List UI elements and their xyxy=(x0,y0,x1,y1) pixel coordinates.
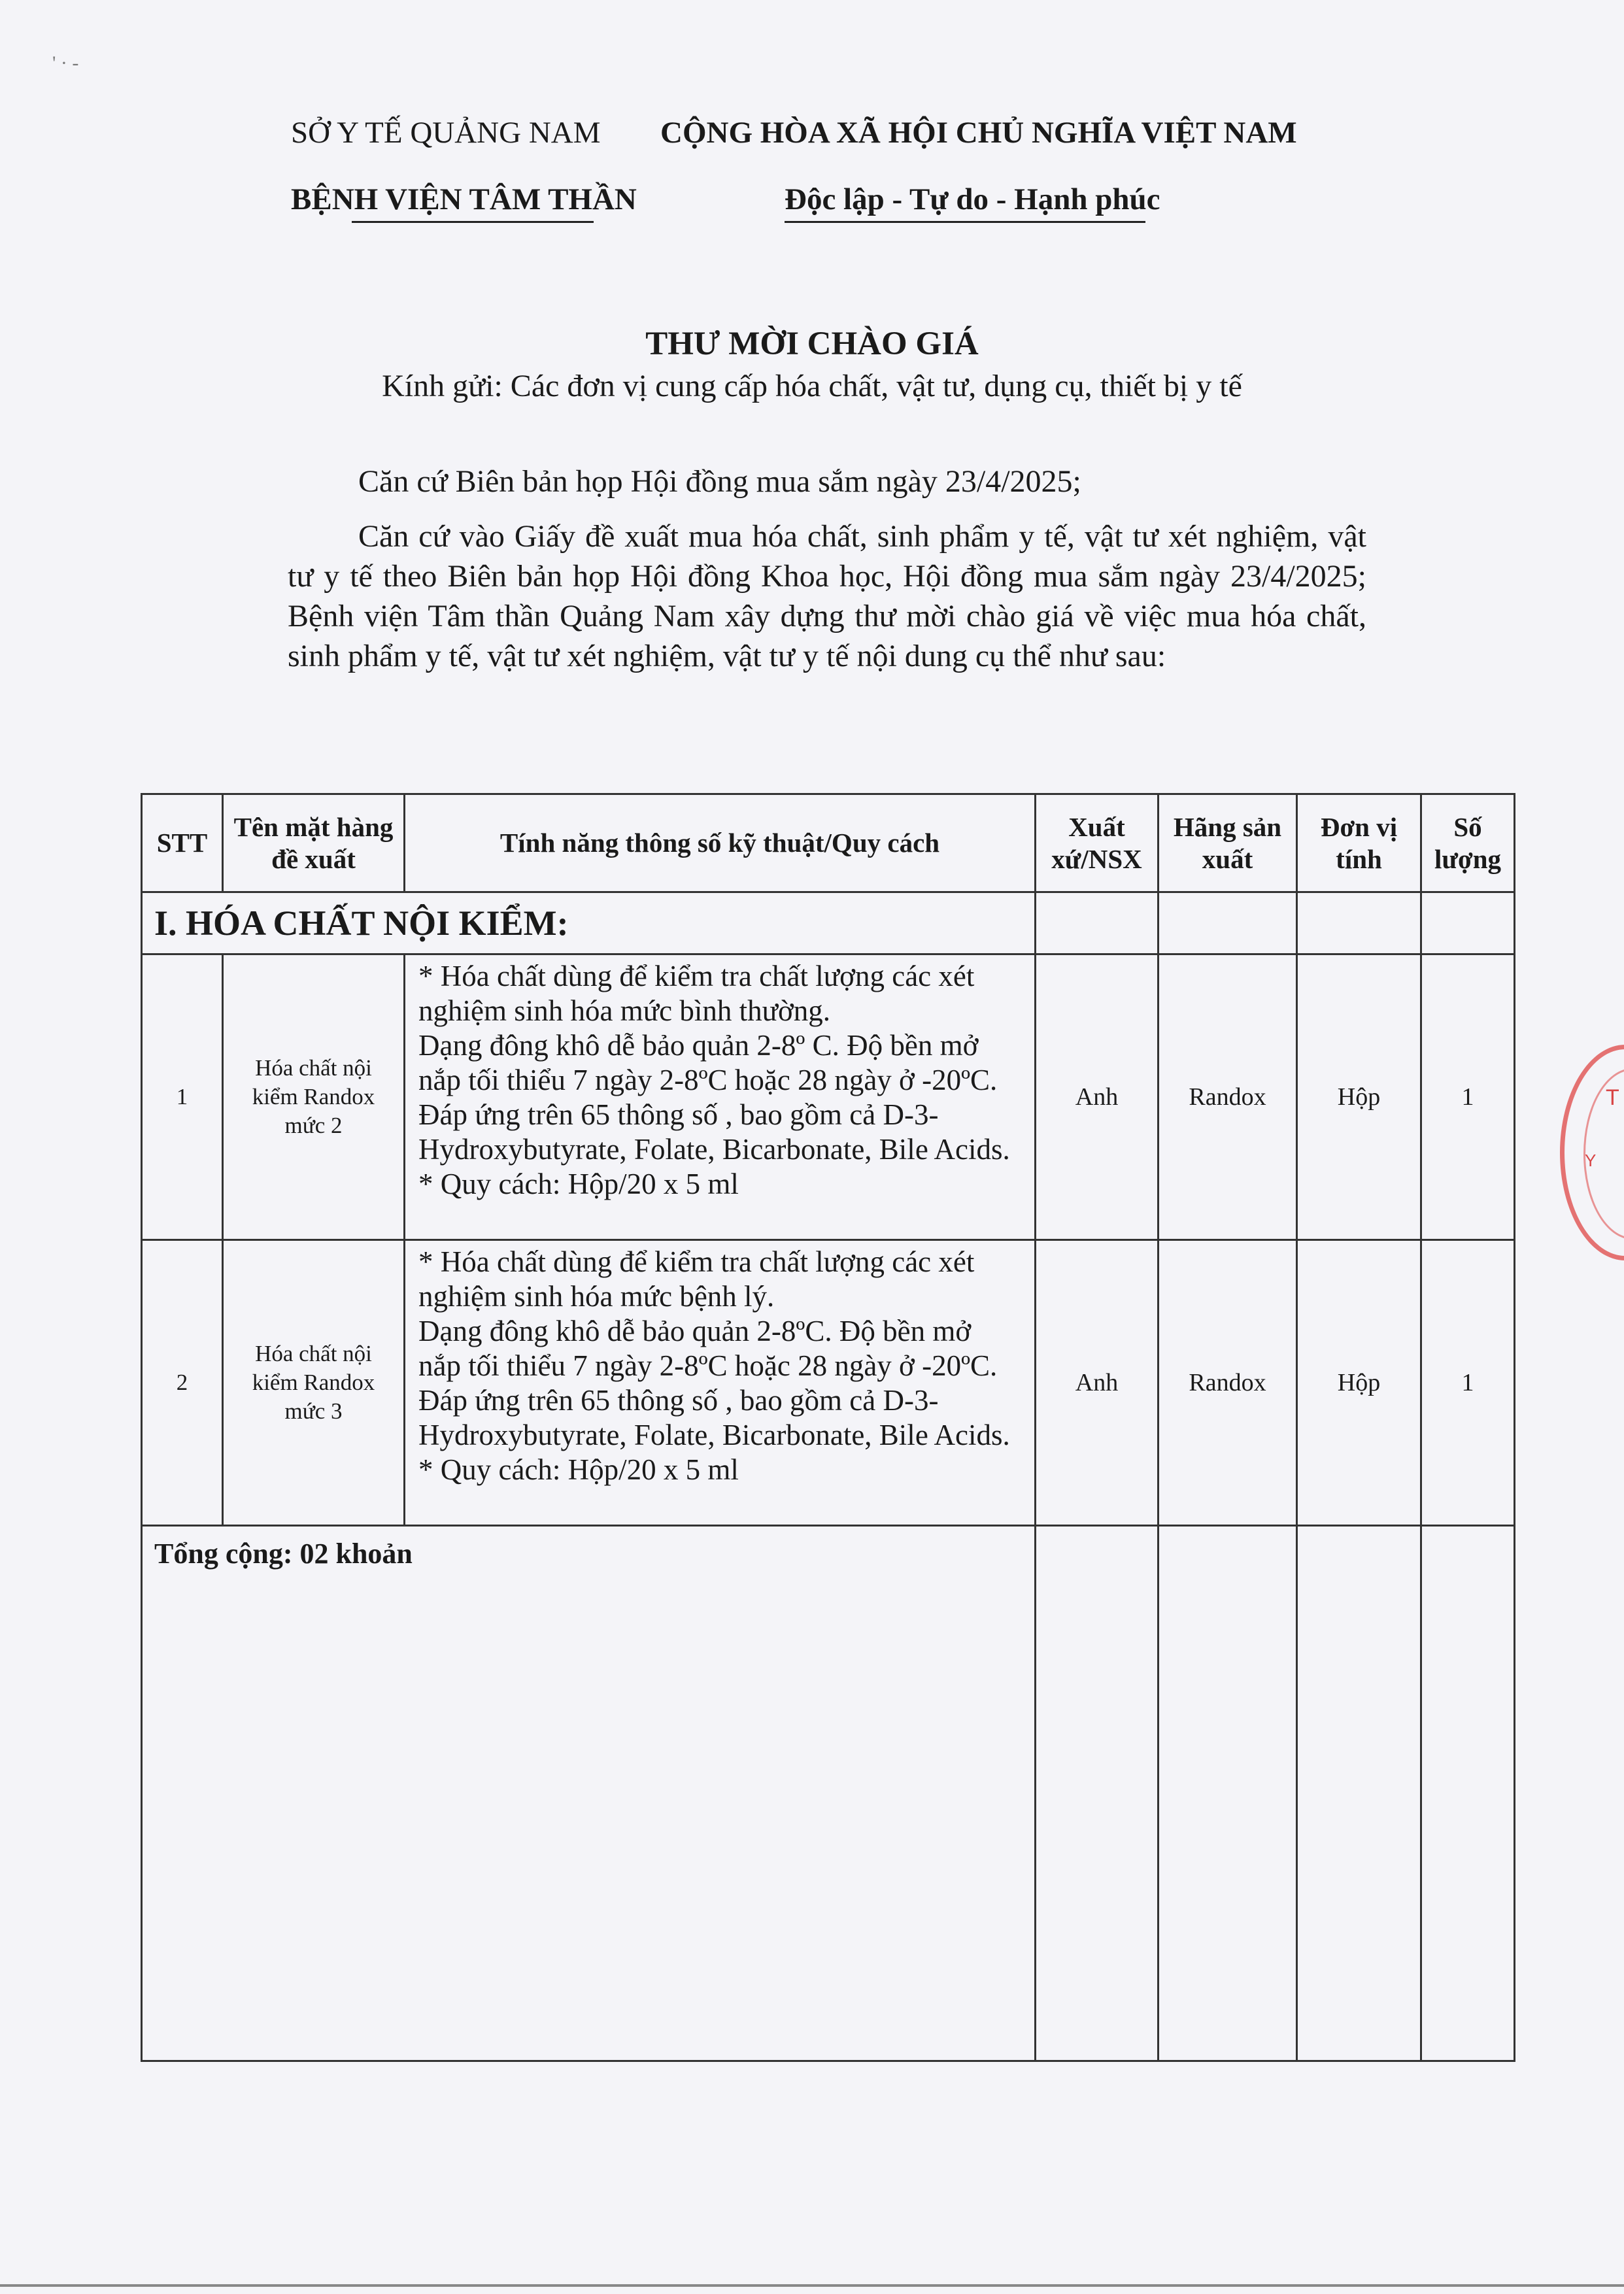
basis-paragraph-2: Căn cứ vào Giấy đề xuất mua hóa chất, sinh phẩm y tế, vật tư xét nghiệm, vật tư y tế theo Biên bản họp Hội đồng Khoa học, Hội đồng mua sắm ngày 23/4/2025; Bệnh viện Tâm thần Quảng Nam xây dựng thư mời chào giá về việc mua hóa chất, sinh phẩm y tế, vật tư xét nghiệm, vật tư y tế nội dung cụ thể như sau: xyxy=(288,519,1366,673)
header-item-name: Tên mặt hàng đề xuất xyxy=(223,794,405,892)
section-empty-cell xyxy=(1159,892,1297,954)
total-empty-cell xyxy=(1159,1526,1297,2061)
row-spec xyxy=(405,954,1036,1240)
row-quantity: 1 xyxy=(1421,954,1515,1240)
section-empty-cell xyxy=(1421,892,1515,954)
table-header-row xyxy=(142,794,1515,892)
total-label: Tổng cộng: 02 khoản xyxy=(142,1526,1036,2061)
header-origin: Xuất xứ/NSX xyxy=(1036,794,1159,892)
section-empty-cell xyxy=(1297,892,1421,954)
scan-mark: ' · - xyxy=(52,52,79,74)
row-stt: 1 xyxy=(142,954,223,1240)
row-item-name: Hóa chất nội kiểm Randox mức 2 xyxy=(223,954,405,1240)
row-manufacturer: Randox xyxy=(1159,1240,1297,1526)
header-unit: Đơn vị tính xyxy=(1297,794,1421,892)
row-origin: Anh xyxy=(1036,954,1159,1240)
row-item-name: Hóa chất nội kiểm Randox mức 3 xyxy=(223,1240,405,1526)
total-row xyxy=(142,1526,1515,2061)
header-spec: Tính năng thông số kỹ thuật/Quy cách xyxy=(405,794,1036,892)
table-row xyxy=(142,1240,1515,1526)
row-spec-text: * Hóa chất dùng để kiểm tra chất lượng các xét nghiệm sinh hóa mức bệnh lý. Dạng đông khô dễ bảo quản 2-8ºC. Độ bền mở nắp tối thiểu 7 ngày 2-8ºC hoặc 28 ngày ở -20ºC. Đáp ứng trên 65 thông số , bao gồm cả D-3-Hydroxybutyrate, Folate, Bicarbonate, Bile Acids. * Quy cách: Hộp/20 x 5 ml xyxy=(418,1245,1010,1486)
row-unit: Hộp xyxy=(1297,954,1421,1240)
recipient-line: Kính gửi: Các đơn vị cung cấp hóa chất, vật tư, dụng cụ, thiết bị y tế xyxy=(382,369,1242,403)
national-title: CỘNG HÒA XÃ HỘI CHỦ NGHĨA VIỆT NAM xyxy=(660,116,1297,150)
header-quantity: Số lượng xyxy=(1421,794,1515,892)
row-quantity: 1 xyxy=(1421,1240,1515,1526)
total-empty-cell xyxy=(1421,1526,1515,2061)
basis-paragraph-1: Căn cứ Biên bản họp Hội đồng mua sắm ngày 23/4/2025; xyxy=(358,464,1081,499)
section-title: I. HÓA CHẤT NỘI KIỂM: xyxy=(142,892,1036,954)
scan-bottom-edge xyxy=(0,2284,1624,2287)
header-manufacturer: Hãng sản xuất xyxy=(1159,794,1297,892)
section-row xyxy=(142,892,1515,954)
row-unit: Hộp xyxy=(1297,1240,1421,1526)
stamp-mark-2: Y xyxy=(1585,1151,1597,1170)
row-origin: Anh xyxy=(1036,1240,1159,1526)
ministry-name: SỞ Y TẾ QUẢNG NAM xyxy=(291,116,601,150)
stamp-mark-1: T xyxy=(1606,1085,1619,1110)
section-empty-cell xyxy=(1036,892,1159,954)
national-motto: Độc lập - Tự do - Hạnh phúc xyxy=(785,182,1160,216)
document-title: THƯ MỜI CHÀO GIÁ xyxy=(645,326,979,362)
items-table xyxy=(141,793,1515,2062)
row-spec xyxy=(405,1240,1036,1526)
row-manufacturer: Randox xyxy=(1159,954,1297,1240)
table-row xyxy=(142,954,1515,1240)
total-empty-cell xyxy=(1036,1526,1159,2061)
row-stt: 2 xyxy=(142,1240,223,1526)
row-spec-text: * Hóa chất dùng để kiểm tra chất lượng các xét nghiệm sinh hóa mức bình thường. Dạng đông khô dễ bảo quản 2-8º C. Độ bền mở nắp tối thiểu 7 ngày 2-8ºC hoặc 28 ngày ở -20ºC. Đáp ứng trên 65 thông số , bao gồm cả D-3-Hydroxybutyrate, Folate, Bicarbonate, Bile Acids. * Quy cách: Hộp/20 x 5 ml xyxy=(418,960,1010,1200)
hospital-name-underline xyxy=(352,221,594,223)
hospital-name: BỆNH VIỆN TÂM THẦN xyxy=(291,182,637,216)
header-stt: STT xyxy=(142,794,223,892)
national-motto-underline xyxy=(785,221,1145,223)
total-empty-cell xyxy=(1297,1526,1421,2061)
